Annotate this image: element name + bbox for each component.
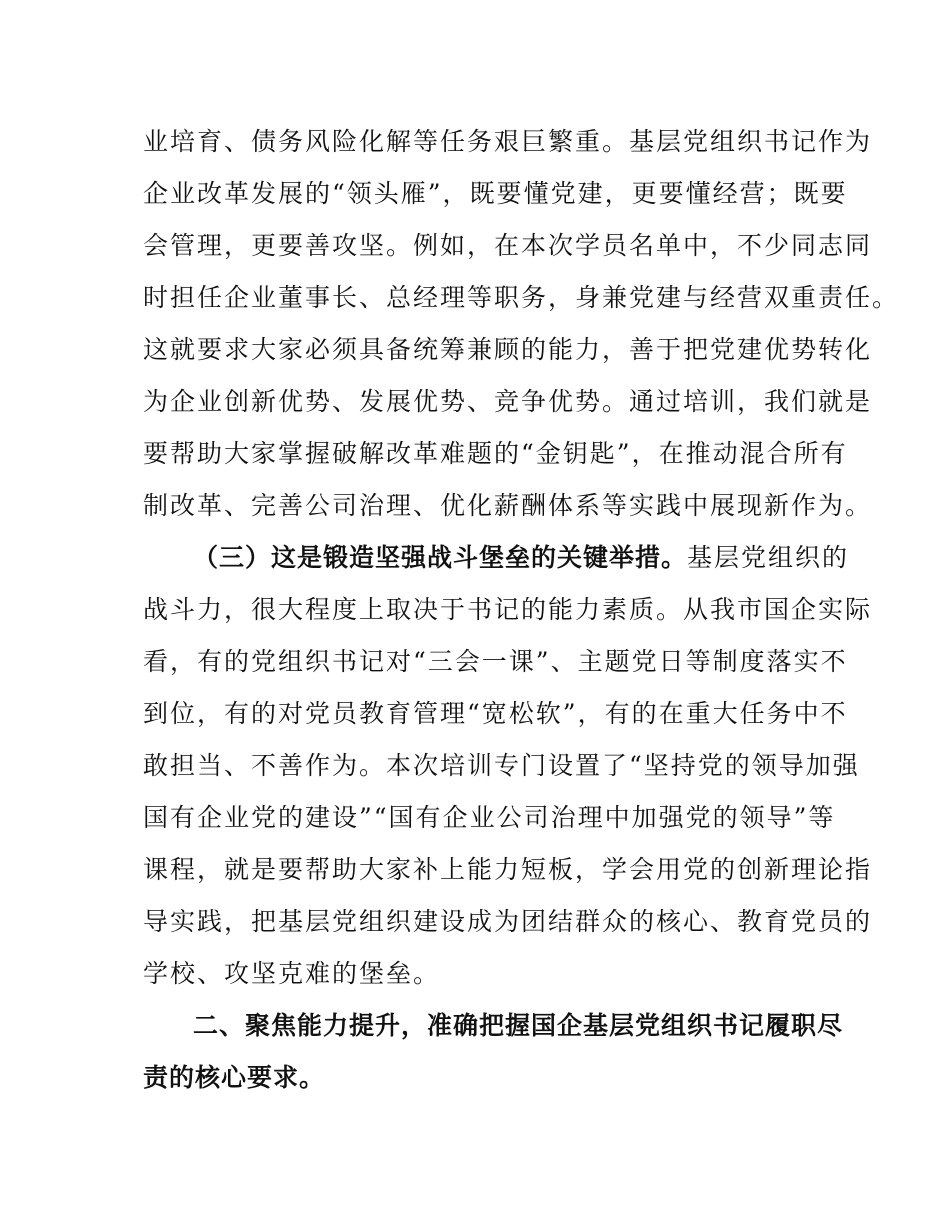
paragraph-line: 这就要求大家必须具备统筹兼顾的能力，善于把党建优势转化: [143, 335, 873, 364]
paragraph-line: 业培育、债务风险化解等任务艰巨繁重。基层党组织书记作为: [143, 127, 873, 156]
subsection-first-line: [193, 538, 850, 578]
paragraph-line: 会管理，更要善攻坚。例如，在本次学员名单中，不少同志同: [143, 231, 873, 260]
paragraph-line: 企业改革发展的“领头雁”，既要懂党建，更要懂经营；既要: [143, 179, 848, 208]
paragraph-line: 看，有的党组织书记对“三会一课”、主题党日等制度落实不: [143, 647, 848, 676]
subsection-heading: （三）这是锻造坚强战斗堡垒的关键举措。: [193, 543, 688, 572]
paragraph-line: 为企业创新优势、发展优势、竞争优势。通过培训，我们就是: [143, 387, 873, 416]
paragraph-line: 敢担当、不善作为。本次培训专门设置了“坚持党的领导加强: [143, 751, 860, 780]
paragraph-line: 导实践，把基层党组织建设成为团结群众的核心、教育党员的: [143, 907, 873, 936]
paragraph-line: 战斗力，很大程度上取决于书记的能力素质。从我市国企实际: [143, 595, 873, 624]
paragraph-line: 学校、攻坚克难的堡垒。: [143, 959, 441, 988]
paragraph-line: 时担任企业董事长、总经理等职务，身兼党建与经营双重责任。: [143, 283, 900, 312]
paragraph-line: 制改革、完善公司治理、优化薪酬体系等实践中展现新作为。: [143, 491, 873, 520]
section-heading-line: 责的核心要求。: [143, 1063, 326, 1092]
paragraph-line-rest: 基层党组织的: [687, 543, 850, 572]
section-heading-line: 二、聚焦能力提升，准确把握国企基层党组织书记履职尽: [193, 1011, 844, 1040]
paragraph-line: 课程，就是要帮助大家补上能力短板，学会用党的创新理论指: [143, 855, 873, 884]
paragraph-line: 国有企业党的建设”“国有企业公司治理中加强党的领导”等: [143, 803, 836, 832]
paragraph-line: 到位，有的对党员教育管理“宽松软”，有的在重大任务中不: [143, 699, 848, 728]
paragraph-line: 要帮助大家掌握破解改革难题的“金钥匙”，在推动混合所有: [143, 439, 848, 468]
